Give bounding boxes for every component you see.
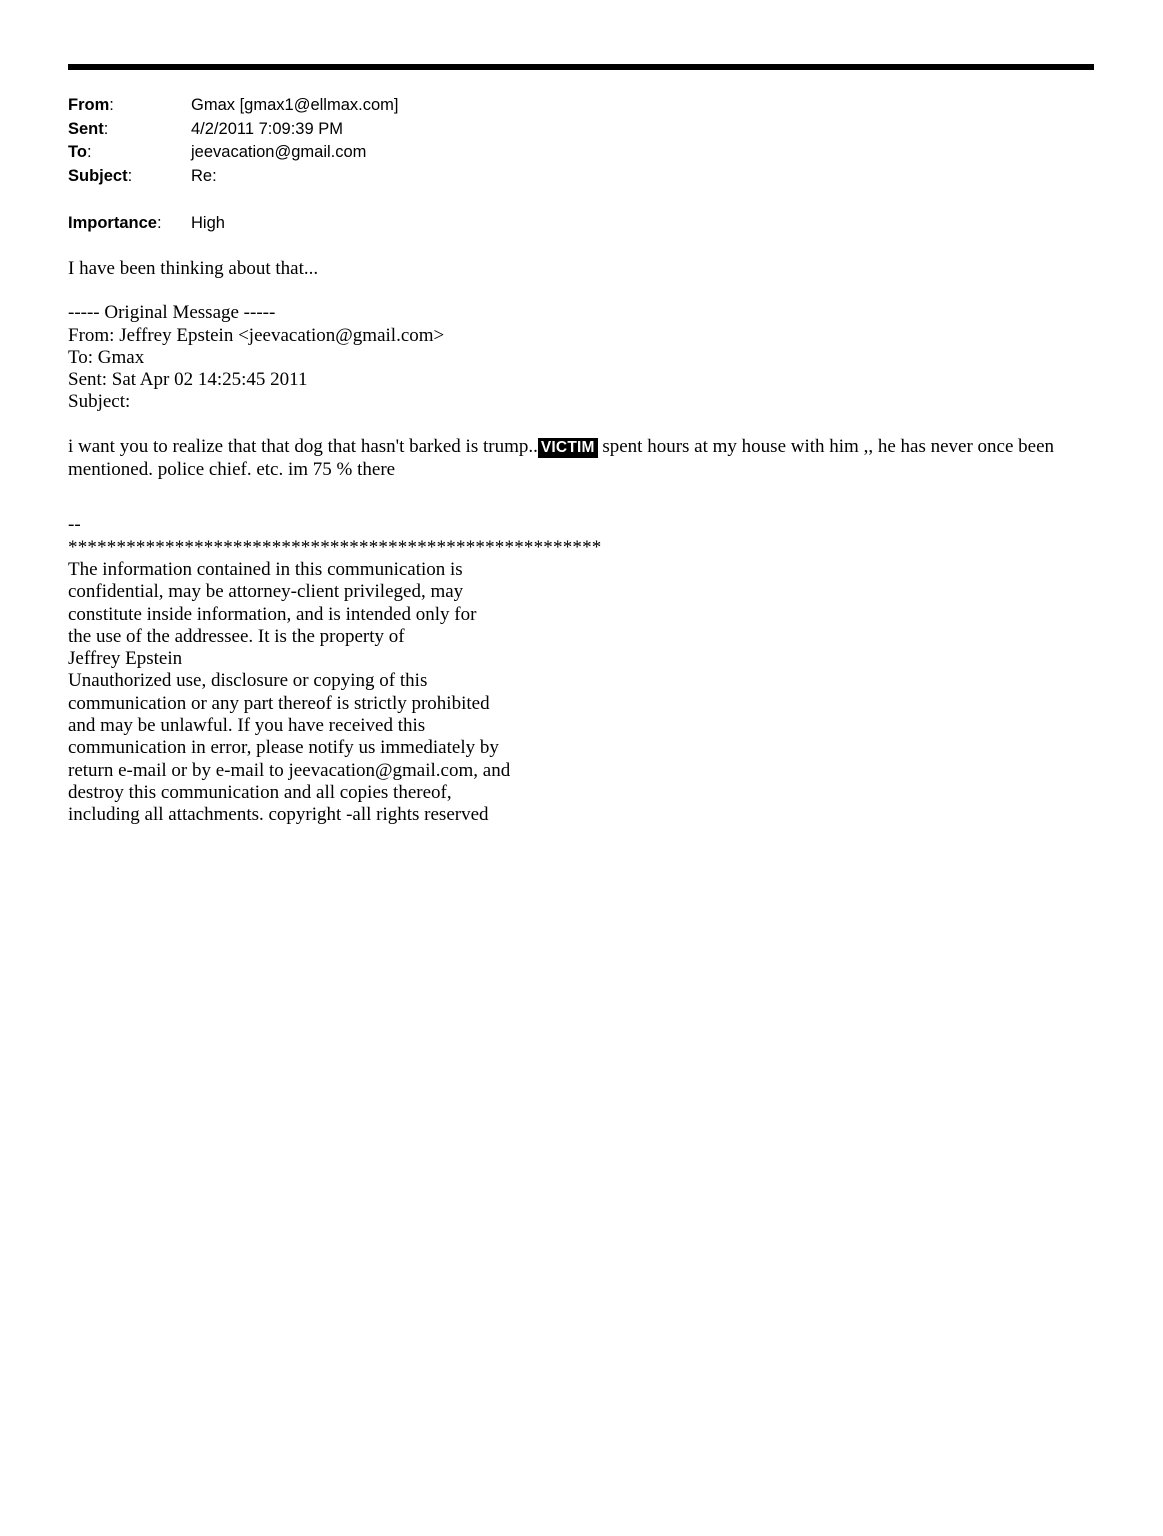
header-value-to: jeevacation@gmail.com: [191, 143, 367, 161]
header-row-to: [68, 141, 1068, 165]
email-header: [68, 94, 1068, 188]
disclaimer-line: including all attachments. copyright -all rights reserved: [68, 804, 489, 826]
disclaimer-line: Unauthorized use, disclosure or copying of this: [68, 670, 428, 692]
header-label-sent-text: Sent: [68, 119, 104, 138]
header-label-subject: [68, 165, 191, 189]
colon: :: [156, 214, 162, 232]
disclaimer-line: confidential, may be attorney-client privileged, may: [68, 581, 464, 603]
disclaimer-line: constitute inside information, and is intended only for: [68, 603, 477, 625]
header-row-subject: [68, 165, 1068, 189]
confidentiality-disclaimer: [68, 559, 1078, 827]
spacer: [68, 280, 1078, 302]
disclaimer-line: and may be unlawful. If you have received this: [68, 715, 426, 737]
redacted-victim-label: VICTIM: [538, 438, 598, 458]
message-text: [68, 436, 1078, 482]
signature-dashes: --: [68, 514, 81, 536]
disclaimer-line: the use of the addressee. It is the property of: [68, 625, 405, 647]
header-label-subject-text: Subject: [68, 166, 128, 185]
message-text-part2: spent hours at my house with him ,, he has never once been mentioned. police chief. etc. im 75 % there: [68, 435, 1055, 481]
header-label-to: [68, 141, 191, 165]
header-label-to-text: To: [68, 143, 87, 161]
header-value-sent: 4/2/2011 7:09:39 PM: [191, 119, 343, 138]
original-message-to: To: Gmax: [68, 346, 145, 368]
body-intro: I have been thinking about that...: [68, 258, 319, 279]
header-row-sent: [68, 118, 1068, 142]
spacer: [68, 481, 1078, 503]
header-label-sent: [68, 118, 191, 142]
header-row-from: [68, 94, 1068, 118]
header-value-importance: High: [191, 214, 225, 232]
header-label-importance: [68, 212, 191, 236]
original-message-divider: ----- Original Message -----: [68, 302, 276, 324]
spacer: [68, 503, 1078, 514]
header-label-from-text: From: [68, 96, 110, 114]
disclaimer-line: communication in error, please notify us immediately by: [68, 737, 499, 759]
disclaimer-line: Jeffrey Epstein: [68, 648, 183, 670]
colon: :: [103, 119, 109, 138]
email-body: [68, 258, 1078, 827]
disclaimer-line: return e-mail or by e-mail to jeevacation@gmail.com, and: [68, 759, 511, 781]
spacer: [68, 414, 1078, 436]
colon: :: [86, 143, 92, 161]
header-value-from: Gmax [gmax1@ellmax.com]: [191, 96, 399, 114]
header-rule: [68, 64, 1094, 70]
disclaimer-line: The information contained in this communication is: [68, 558, 463, 580]
header-label-importance-text: Importance: [68, 214, 157, 232]
header-label-from: [68, 94, 191, 118]
colon: :: [127, 166, 133, 185]
message-text-part1: i want you to realize that that dog that hasn't barked is trump..: [68, 435, 538, 457]
header-value-subject: Re:: [191, 166, 217, 185]
header-row-importance: [68, 212, 1068, 236]
original-message-sent: Sent: Sat Apr 02 14:25:45 2011: [68, 369, 308, 391]
original-message-subject: Subject:: [68, 391, 131, 413]
star-divider: *******************************************************: [68, 536, 602, 558]
disclaimer-line: destroy this communication and all copies thereof,: [68, 781, 452, 803]
colon: :: [109, 96, 114, 114]
original-message-from: From: Jeffrey Epstein <jeevacation@gmail.com>: [68, 324, 445, 346]
disclaimer-line: communication or any part thereof is strictly prohibited: [68, 692, 490, 714]
